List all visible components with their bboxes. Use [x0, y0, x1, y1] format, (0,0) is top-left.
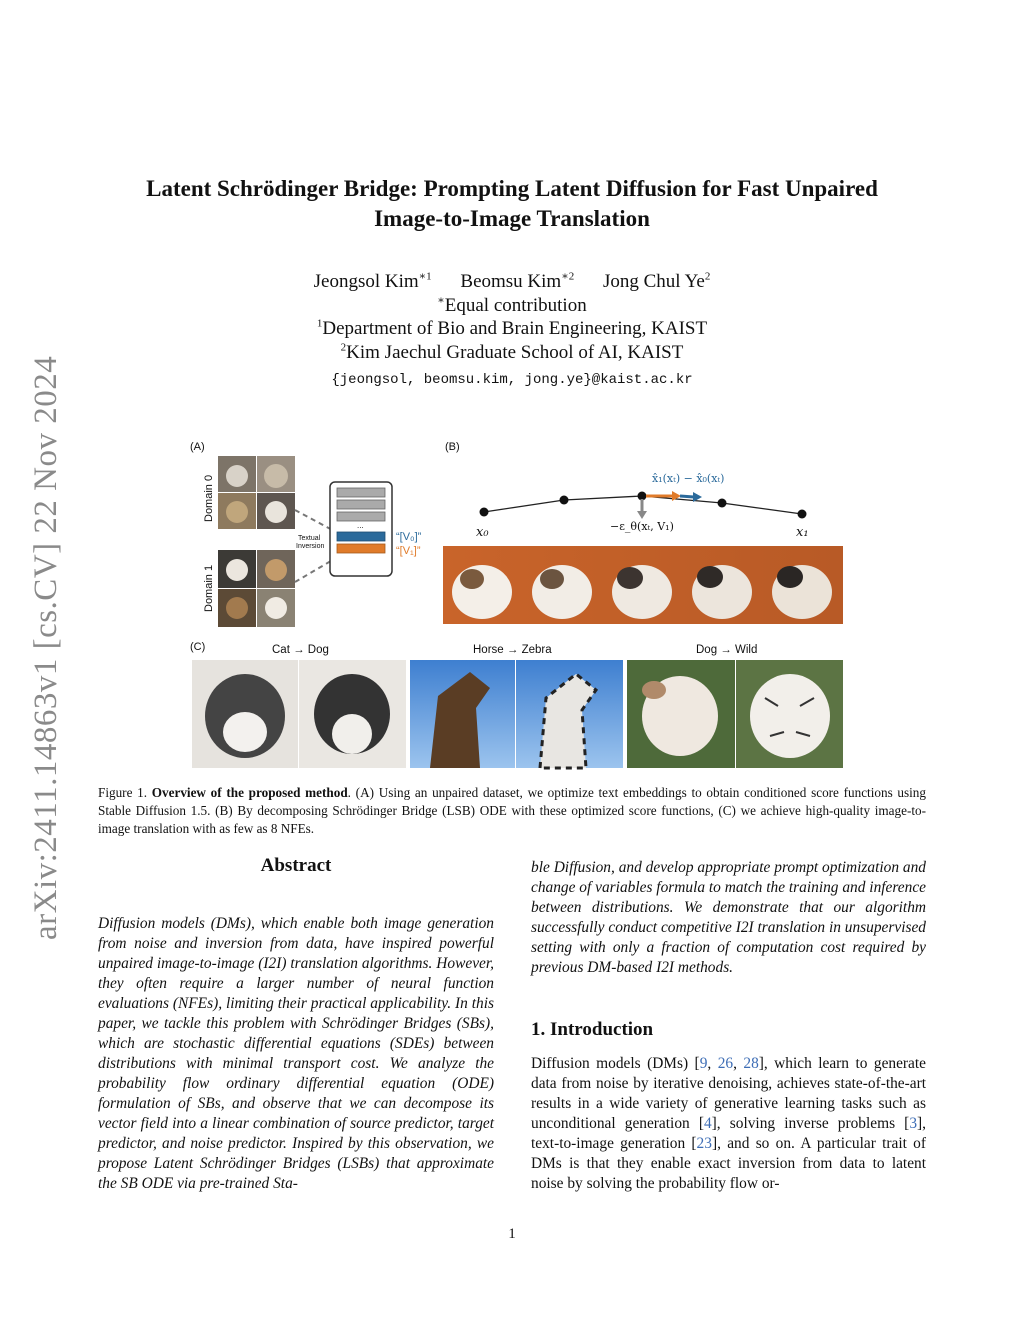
target-arrow [680, 496, 694, 497]
citation-link[interactable]: 28 [743, 1055, 759, 1072]
citation-link[interactable]: 23 [696, 1135, 712, 1152]
author-emails: {jeongsol, beomsu.kim, jong.ye}@kaist.ac.kr [331, 372, 693, 388]
panel-a-label: (A) [190, 441, 205, 453]
textual-inversion-label-2: Inversion [296, 543, 325, 550]
author-list [100, 270, 924, 293]
domain-1-label: Domain 1 [203, 564, 215, 612]
dog-wild-result-images [627, 660, 843, 768]
panel-c-label: (C) [190, 641, 206, 653]
figure-1-caption [98, 784, 926, 838]
pair-label-horse-zebra: Horse → Zebra [473, 644, 552, 656]
page-number: 1 [508, 1226, 516, 1242]
author: Jeongsol Kim$^{∗1}$ [313, 270, 432, 292]
trajectory-point [798, 510, 807, 519]
introduction-paragraph: Diffusion models (DMs) [9, 26, 28], which learn to generate data from noise by iterative denoising, achieves state-of-the-art results in a wide variety of generative learning tasks such as unconditional generation [4], solving inverse problems [3], text-to-image generation [23], and so on. A particular trait of DMs is that they enable exact inversion from data to latent noise by solving the probability flow or- [531, 1055, 926, 1192]
equal-contribution-note: ∗Equal contribution [437, 294, 587, 316]
citation-link[interactable]: 4 [703, 1115, 712, 1132]
author: Jong Chul Ye$^2$ [602, 270, 711, 292]
textual-inversion-label-1: Textual [298, 535, 321, 542]
paper-title [100, 174, 924, 234]
title-line-2: Image-to-Image Translation [374, 206, 650, 231]
citation-link[interactable]: 3 [909, 1115, 918, 1132]
cat-to-dog-interpolation-strip [443, 546, 843, 624]
pair-label-cat-dog: Cat → Dog [272, 644, 329, 656]
caption-text: . (A) Using an unpaired dataset, we optimize text embeddings to obtain conditioned score functions using Stable Diffusion 1.5. (B) By decomposing Schrödinger Bridge (LSB) ODE with these optimized score functions, (C) we achieve high-quality image-to-image translation with as few as 8 NFEs. [98, 785, 926, 836]
affiliation-1: $^1$Department of Bio and Brain Engineering, KAIST [316, 317, 708, 339]
trajectory-point [718, 499, 727, 508]
abstract-heading: Abstract [260, 855, 332, 876]
pair-label-dog-wild: Dog → Wild [696, 644, 758, 656]
text-encoder-block [330, 482, 392, 576]
v1-token: “[V₁]” [396, 545, 421, 557]
citation-link[interactable]: 26 [717, 1055, 734, 1072]
domain-0-label: Domain 0 [203, 474, 215, 522]
cat-dog-result-images [192, 660, 406, 768]
caption-bold-title: Overview of the proposed method [151, 785, 348, 800]
v0-token: “[V₀]” [396, 531, 422, 543]
abstract-text-right: ble Diffusion, and develop appropriate prompt optimization and change of variables formula to match the training and inference between distributions. We demonstrate that our algorithm successfully conduct competitive I2I translation in unsupervised setting with only a fraction of computation cost required by previous DM-based I2I methods. [531, 859, 926, 976]
domain-0-cat-images [218, 456, 295, 529]
author: Beomsu Kim$^{∗2}$ [460, 270, 575, 292]
panel-b-label: (B) [445, 441, 460, 453]
citation-link[interactable]: 9 [699, 1055, 708, 1072]
x0-label: x₀ [476, 525, 489, 540]
arxiv-identifier: arXiv:2411.14863v1 [cs.CV] 22 Nov 2024 [28, 355, 64, 940]
title-line-1: Latent Schrödinger Bridge: Prompting Latent Diffusion for Fast Unpaired [146, 176, 878, 201]
figure-1 [180, 436, 848, 772]
caption-label: Figure 1. [98, 785, 148, 800]
trajectory-point [480, 508, 489, 517]
embedding-ellipsis: ... [357, 521, 364, 530]
horse-zebra-result-images [410, 660, 623, 768]
x1-label: x₁ [796, 525, 809, 540]
noise-predictor-equation: −ε_θ(xₜ, V₁) [610, 520, 674, 533]
introduction-heading: 1. Introduction [531, 1019, 654, 1040]
abstract-text-left: Diffusion models (DMs), which enable both image generation from noise and inversion from data, have inspired powerful unpaired image-to-image (I2I) translation algorithms. However, they often require a larger number of neural function evaluations (NFEs), limiting their practical applicability. In this paper, we tackle this problem with Schrödinger Bridges (SBs), which are stochastic differential equations (SDEs) between distributions with minimal transport cost. We analyze the probability flow ordinary differential equation (ODE) formulation of SBs, and observe that we can decompose its vector field into a linear combination of source predictor, target predictor, and noise predictor. Inspired by this observation, we propose Latent Schrödinger Bridges (LSBs) that approximate the SB ODE via pre-trained Sta- [98, 915, 494, 1192]
vector-field-equation: x̂₁(xₜ) − x̂₀(xₜ) [652, 472, 725, 485]
trajectory-point [560, 496, 569, 505]
domain-1-dog-images [218, 550, 295, 627]
affiliation-2: $^2$Kim Jaechul Graduate School of AI, KAIST [340, 341, 684, 363]
